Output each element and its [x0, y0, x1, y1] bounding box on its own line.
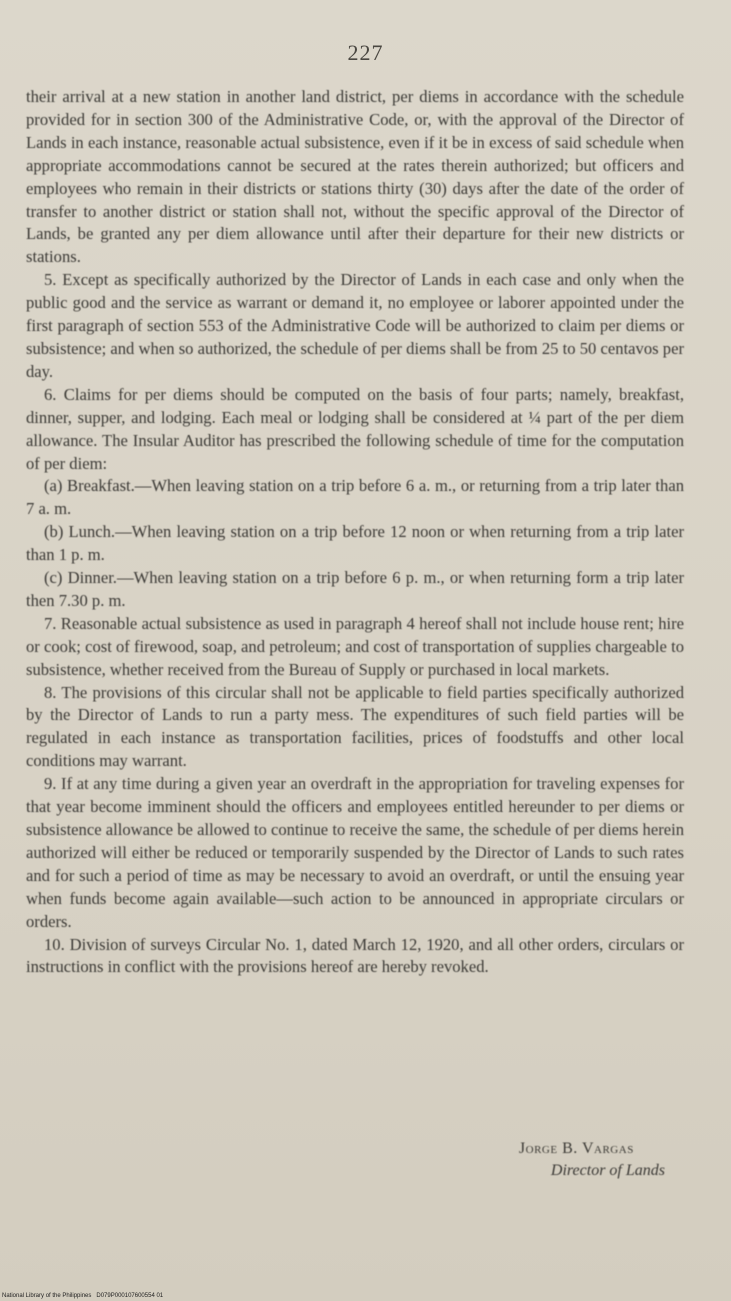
paragraph-6c-dinner: (c) Dinner.—When leaving station on a trip before 6 p. m., or when returning form a trip later then 7.30 p. m.	[26, 568, 684, 610]
paragraph-8: 8. The provisions of this circular shall not be applicable to field parties specifically authorized by the Director of Lands to run a party mess. The expenditures of such field parties will be regulated in each instance as transportation facilities, prices of foodstuffs and other local conditions may warrant.	[26, 682, 684, 771]
paragraph-6a-breakfast: (a) Breakfast.—When leaving station on a trip before 6 a. m., or returning from a trip later than 7 a. m.	[26, 476, 684, 519]
paragraph-10: 10. Division of surveys Circular No. 1, dated March 12, 1920, and all other orders, circulars or instructions in conflict with the provisions hereof are hereby revoked.	[26, 934, 684, 977]
paragraph-6b-lunch: (b) Lunch.—When leaving station on a trip before 12 noon or when returning from a trip later than 1 p. m.	[26, 522, 684, 565]
signature-block	[517, 1138, 665, 1182]
signatory-name: Jorge B. Vargas	[518, 1140, 634, 1157]
paragraph-9: 9. If at any time during a given year an overdraft in the appropriation for traveling expenses for that year become imminent should the officers and employees entitled hereunder to per diems or subsistence allowance be allowed to continue to receive the same, the schedule of per diems herein authorized will either be reduced or temporarily suspended by the Director of Lands to such rates and for such a period of time as may be necessary to avoid an overdraft, or until the ensuing year when funds become again available—such action to be announced in appropriate circulars or orders.	[26, 774, 684, 931]
paragraph-7: 7. Reasonable actual subsistence as used in paragraph 4 hereof shall not include house rent; hire or cook; cost of firewood, soap, and petroleum; and cost of transportation of supplies chargeable to subsistence, whether received from the Bureau of Supply or purchased in local markets.	[26, 613, 684, 679]
paragraph-5: 5. Except as specifically authorized by the Director of Lands in each case and only when the public good and the service as warrant or demand it, no employee or laborer appointed under the first paragraph of section 553 of the Administrative Code will be authorized to claim per diems or subsistence; and when so authorized, the schedule of per diems shall be from 25 to 50 centavos per day.	[26, 270, 684, 381]
page-number: 227	[347, 40, 384, 65]
scan-footer: National Library of the Philippines D079P000107600554 01	[2, 1293, 164, 1299]
paragraph-6: 6. Claims for per diems should be computed on the basis of four parts; namely, breakfast, dinner, supper, and lodging. Each meal or lodging shall be considered at ¼ part of the per diem allowance. The Insular Auditor has prescribed the following schedule of time for the computation of per diem:	[26, 384, 684, 473]
body-text	[26, 86, 684, 979]
paragraph-continuation: their arrival at a new station in another land district, per diems in accordance with the schedule provided for in section 300 of the Administrative Code, or, with the approval of the Director of Lands in each instance, reasonable actual subsistence, even if it be in excess of said schedule when appropriate accommodations cannot be secured at the rates therein authorized; but officers and employees who remain in their districts or stations thirty (30) days after the date of the order of transfer to another district or station shall not, without the specific approval of the Director of Lands, be granted any per diem allowance until after their departure for their new districts or stations.	[26, 87, 684, 267]
signatory-title: Director of Lands	[550, 1162, 665, 1179]
